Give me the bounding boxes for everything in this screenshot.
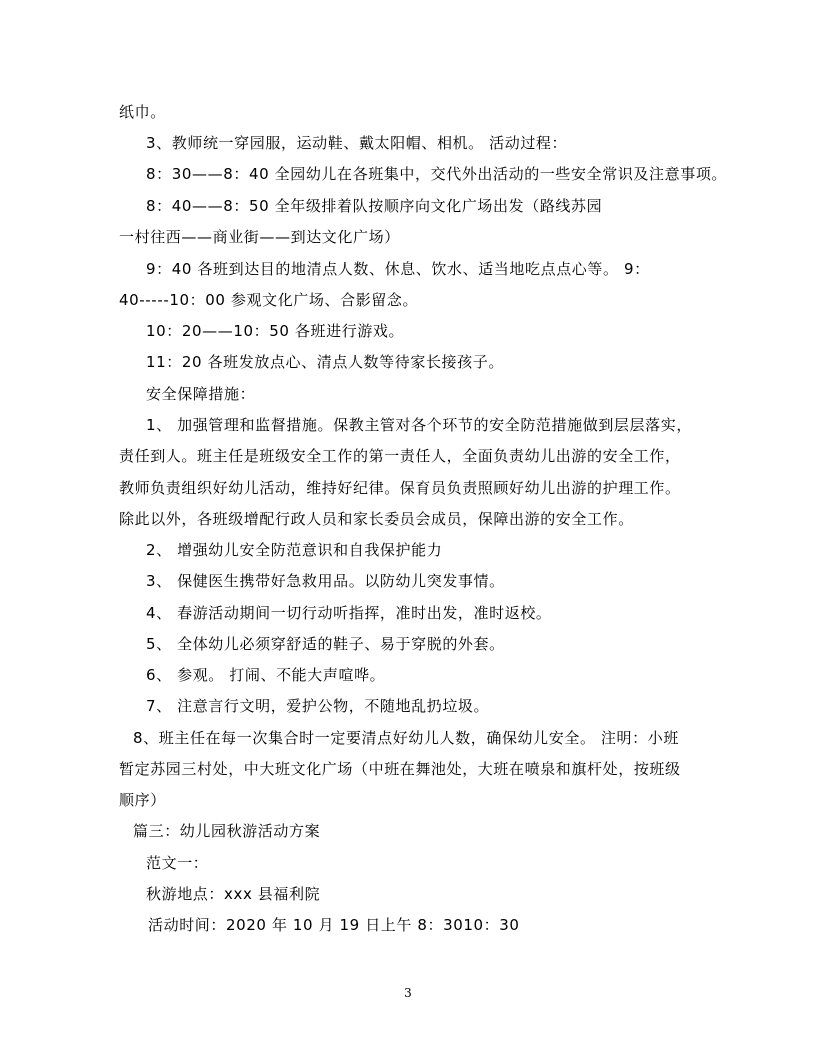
text-line: 顺序） bbox=[119, 791, 166, 809]
list-item: 3、 保健医生携带好急救用品。以防幼儿突发事情。 bbox=[146, 572, 505, 590]
text-line: 秋游地点：xxx 县福利院 bbox=[146, 885, 321, 903]
text-line: 教师负责组织好幼儿活动，维持好纪律。保育员负责照顾好幼儿出游的护理工作。 bbox=[119, 479, 681, 497]
list-item: 6、 参观。 打闹、不能大声喧哗。 bbox=[146, 666, 386, 684]
text-line: 3、教师统一穿园服，运动鞋、戴太阳帽、相机。 活动过程： bbox=[146, 134, 568, 152]
list-item: 4、 春游活动期间一切行动听指挥，准时出发，准时返校。 bbox=[146, 604, 552, 622]
text-line: 活动时间：2020 年 10 月 19 日上午 8：3010：30 bbox=[148, 916, 520, 934]
list-item: 2、 增强幼儿安全防范意识和自我保护能力 bbox=[146, 541, 443, 559]
text-line: 暂定苏园三村处，中大班文化广场（中班在舞池处，大班在喷泉和旗杆处，按班级 bbox=[119, 760, 681, 778]
text-line: 责任到人。班主任是班级安全工作的第一责任人，全面负责幼儿出游的安全工作， bbox=[119, 447, 681, 465]
text-line: 一村往西——商业街——到达文化广场） bbox=[119, 228, 400, 246]
page-number: 3 bbox=[404, 986, 412, 1000]
text-line: 8：40——8：50 全年级排着队按顺序向文化广场出发（路线苏园 bbox=[146, 197, 603, 215]
list-item: 7、 注意言行文明，爱护公物，不随地乱扔垃圾。 bbox=[146, 697, 490, 715]
text-line: 纸巾。 bbox=[119, 103, 166, 121]
text-line: 除此以外，各班级增配行政人员和家长委员会成员，保障出游的安全工作。 bbox=[119, 510, 634, 528]
list-item: 8、班主任在每一次集合时一定要清点好幼儿人数，确保幼儿安全。 注明：小班 bbox=[133, 729, 679, 747]
text-line: 11：20 各班发放点心、清点人数等待家长接孩子。 bbox=[146, 353, 504, 371]
text-line: 10：20——10：50 各班进行游戏。 bbox=[146, 322, 405, 340]
section-heading: 安全保障措施： bbox=[146, 385, 256, 403]
section-heading: 篇三：幼儿园秋游活动方案 bbox=[133, 822, 321, 840]
list-item: 1、 加强管理和监督措施。保教主管对各个环节的安全防范措施做到层层落实， bbox=[146, 416, 692, 434]
text-line: 9：40 各班到达目的地清点人数、休息、饮水、适当地吃点点心等。 9： bbox=[146, 260, 650, 278]
list-item: 5、 全体幼儿必须穿舒适的鞋子、易于穿脱的外套。 bbox=[146, 635, 505, 653]
text-line: 40-----10：00 参观文化广场、合影留念。 bbox=[119, 291, 419, 309]
text-line: 范文一： bbox=[146, 854, 209, 872]
text-line: 8：30——8：40 全园幼儿在各班集中，交代外出活动的一些安全常识及注意事项。 bbox=[146, 165, 728, 183]
